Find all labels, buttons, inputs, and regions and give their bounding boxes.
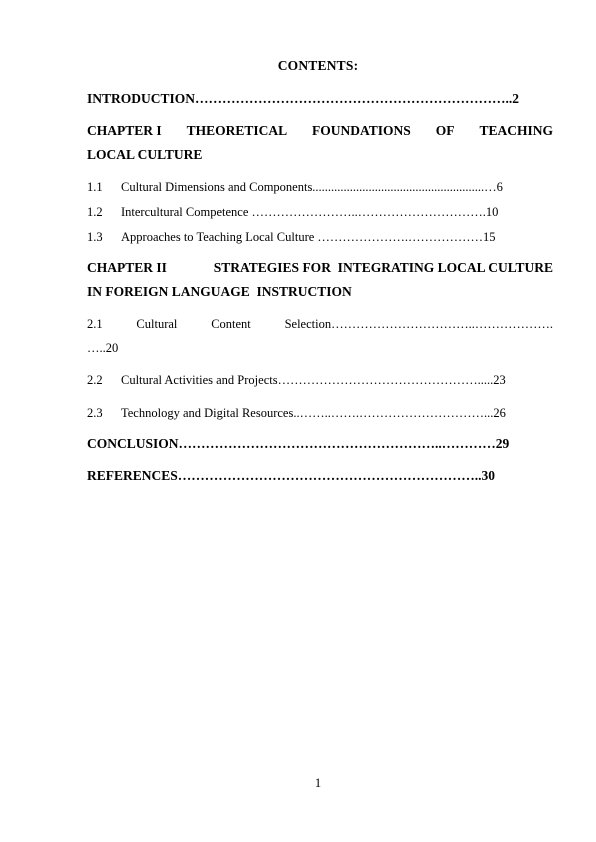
chapter-2-label: CHAPTER II — [87, 260, 167, 275]
toc-section-1-1 — [87, 179, 503, 195]
section-title: Cultural Activities and Projects………………………………………….....23 — [121, 373, 506, 387]
section-word: Cultural — [136, 317, 178, 331]
chapter-1-word: OF — [435, 123, 455, 138]
section-word: Selection……………………………..………………. — [284, 317, 553, 331]
section-number: 2.1 — [87, 317, 103, 331]
toc-section-2-2 — [87, 372, 506, 388]
chapter-2-title: STRATEGIES FOR INTEGRATING LOCAL CULTURE — [213, 260, 553, 275]
section-number: 1.1 — [87, 180, 103, 194]
toc-chapter-1-subtitle: LOCAL CULTURE — [87, 147, 203, 162]
toc-section-2-1-wrap: …..20 — [87, 341, 119, 355]
page-number: 1 — [314, 776, 322, 790]
chapter-1-label: CHAPTER I — [87, 123, 162, 138]
toc-chapter-2-heading — [87, 260, 553, 276]
chapter-1-word: FOUNDATIONS — [312, 123, 411, 138]
section-title: Intercultural Competence ……………………..………………………….10 — [121, 205, 499, 219]
section-number: 1.2 — [87, 205, 103, 219]
section-title: Approaches to Teaching Local Culture ………………….………………15 — [121, 230, 496, 244]
toc-chapter-2-subtitle: IN FOREIGN LANGUAGE INSTRUCTION — [87, 284, 352, 299]
toc-introduction: INTRODUCTION……………………………………………………………..2 — [87, 91, 520, 106]
toc-section-2-1 — [87, 316, 553, 332]
page-title: CONTENTS: — [277, 58, 359, 73]
section-title: Cultural Dimensions and Components.......................................................…6 — [121, 180, 503, 194]
chapter-1-word: TEACHING — [479, 123, 553, 138]
section-word: Content — [211, 317, 251, 331]
section-number: 2.2 — [87, 373, 103, 387]
toc-section-2-3 — [87, 405, 506, 421]
section-number: 1.3 — [87, 230, 103, 244]
toc-conclusion: CONCLUSION…………………………………………………..…………29 — [87, 436, 510, 451]
section-number: 2.3 — [87, 406, 103, 420]
toc-section-1-3 — [87, 229, 496, 245]
toc-chapter-1-heading — [87, 123, 553, 139]
toc-references: REFERENCES…………………………………………………………..30 — [87, 468, 496, 483]
toc-section-1-2 — [87, 204, 498, 220]
section-title: Technology and Digital Resources..……..…….…………………………...26 — [121, 406, 506, 420]
chapter-1-word: THEORETICAL — [186, 123, 288, 138]
